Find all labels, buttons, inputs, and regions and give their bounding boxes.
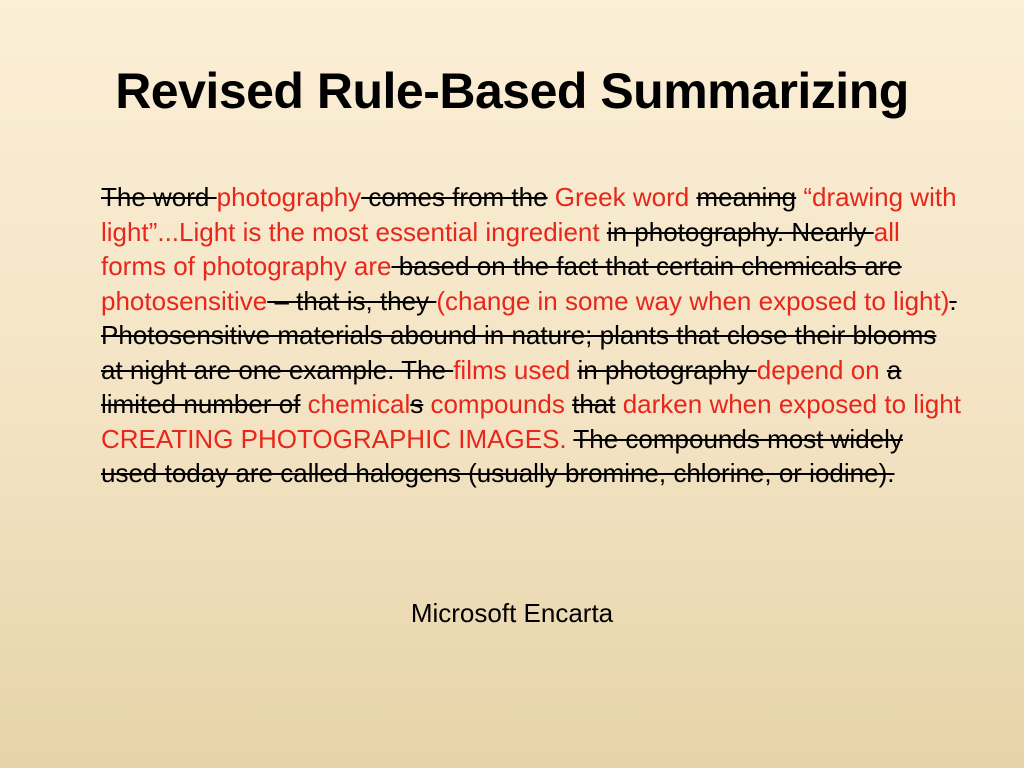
summary-paragraph [101,180,961,491]
plain-text [600,217,607,247]
deleted-text: that [572,389,616,419]
kept-text: (change in some way when exposed to light) [436,285,950,316]
kept-text: chemical [300,389,411,419]
source-citation: Microsoft Encarta [410,598,614,628]
deleted-text: in photography [577,354,757,385]
kept-text: “drawing with light”...Light is the most essential ingredient [101,182,957,247]
deleted-text: in photography. Nearly [606,216,874,247]
deleted-text: – that is, they [267,285,437,316]
kept-text: photography [216,182,362,212]
deleted-text: comes from the [361,182,548,212]
deleted-text: The compounds most widely used today are called halogens (usually bromine, chlorine, or iodine). [101,423,903,488]
kept-text: Greek word [547,182,697,212]
deleted-text: The word [101,182,217,212]
deleted-text: a limited number of [101,354,902,419]
kept-text: all forms of photography are [101,216,900,281]
deleted-text: s [410,389,424,419]
kept-text: depend on [756,354,880,385]
kept-text: compounds [423,389,573,419]
slide-title: Revised Rule-Based Summarizing [115,63,909,119]
deleted-text: based on the fact that certain chemicals are [391,251,902,281]
kept-text: darken when exposed to light CREATING PHOTOGRAPHIC IMAGES. [101,389,961,454]
plain-text [880,355,887,385]
deleted-text: meaning [696,182,797,212]
kept-text: photosensitive [101,285,268,316]
kept-text: films used [453,354,571,385]
deleted-text: . Photosensitive materials abound in nature; plants that close their blooms at night are one example. The [101,285,957,385]
